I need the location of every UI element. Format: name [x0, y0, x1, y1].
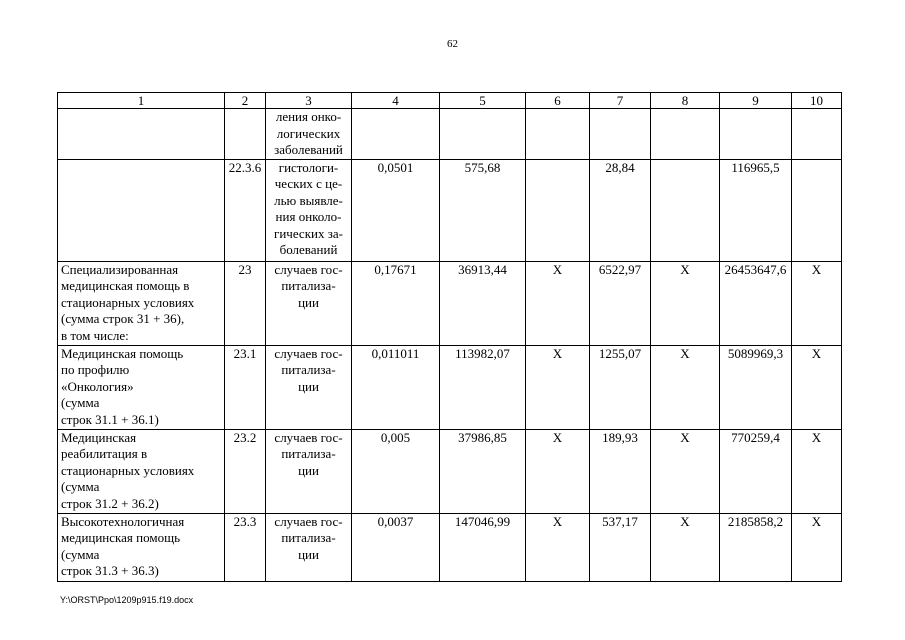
table-cell-col2: 23.1 [225, 345, 266, 429]
table-row [58, 261, 842, 345]
table-cell-col9: 2185858,2 [720, 513, 792, 581]
table-cell-col10: Х [792, 429, 842, 513]
table-cell-col7: 537,17 [590, 513, 651, 581]
table-cell-col10 [792, 109, 842, 160]
column-number-header: 2 [225, 93, 266, 109]
table-cell-col6: Х [526, 429, 590, 513]
column-number-header: 1 [58, 93, 225, 109]
table-cell-col2: 22.3.6 [225, 159, 266, 261]
table-cell-col2: 23.3 [225, 513, 266, 581]
table-cell-col6: Х [526, 513, 590, 581]
table-cell-col9 [720, 109, 792, 160]
column-number-header: 8 [651, 93, 720, 109]
column-number-header: 10 [792, 93, 842, 109]
table-cell-col1 [58, 159, 225, 261]
column-number-header-row [58, 93, 842, 109]
table-cell-col6 [526, 109, 590, 160]
table-cell-col4: 0,17671 [352, 261, 440, 345]
table-cell-col6 [526, 159, 590, 261]
table-cell-col10 [792, 159, 842, 261]
table-row [58, 159, 842, 261]
table-cell-col3: случаев гос- питализа- ции [266, 429, 352, 513]
table-cell-col7: 1255,07 [590, 345, 651, 429]
table-cell-col10: Х [792, 345, 842, 429]
column-number-header: 6 [526, 93, 590, 109]
column-number-header: 3 [266, 93, 352, 109]
table-cell-col4: 0,011011 [352, 345, 440, 429]
table-cell-col10: Х [792, 261, 842, 345]
table-cell-col1 [58, 109, 225, 160]
column-number-header: 9 [720, 93, 792, 109]
table-cell-col8 [651, 159, 720, 261]
table-cell-col7 [590, 109, 651, 160]
table-cell-col2: 23.2 [225, 429, 266, 513]
table-cell-col7: 6522,97 [590, 261, 651, 345]
table-row [58, 429, 842, 513]
column-number-header: 4 [352, 93, 440, 109]
table-cell-col5: 113982,07 [440, 345, 526, 429]
table-cell-col1: Специализированная медицинская помощь в стационарных условиях (сумма строк 31 + 36), в том числе: [58, 261, 225, 345]
table-cell-col1: Медицинская реабилитация в стационарных условиях (сумма строк 31.2 + 36.2) [58, 429, 225, 513]
table-cell-col9: 770259,4 [720, 429, 792, 513]
column-number-header: 7 [590, 93, 651, 109]
table-cell-col8: Х [651, 429, 720, 513]
table-cell-col4: 0,0501 [352, 159, 440, 261]
table-cell-col5 [440, 109, 526, 160]
table-row [58, 345, 842, 429]
table-cell-col1: Высокотехнологичная медицинская помощь (сумма строк 31.3 + 36.3) [58, 513, 225, 581]
table-cell-col3: случаев гос- питализа- ции [266, 513, 352, 581]
table-cell-col5: 575,68 [440, 159, 526, 261]
table-cell-col4 [352, 109, 440, 160]
table-cell-col7: 189,93 [590, 429, 651, 513]
page-number: 62 [447, 38, 458, 50]
table-cell-col8 [651, 109, 720, 160]
table-cell-col5: 36913,44 [440, 261, 526, 345]
table-cell-col9: 26453647,6 [720, 261, 792, 345]
table-cell-col2 [225, 109, 266, 160]
table-cell-col5: 37986,85 [440, 429, 526, 513]
table-cell-col8: Х [651, 513, 720, 581]
table-cell-col3: гистологи- ческих с це- лью выявле- ния онколо- гических за- болеваний [266, 159, 352, 261]
table-cell-col5: 147046,99 [440, 513, 526, 581]
table-cell-col3: случаев гос- питализа- ции [266, 261, 352, 345]
table-cell-col8: Х [651, 345, 720, 429]
table-cell-col9: 116965,5 [720, 159, 792, 261]
table-cell-col7: 28,84 [590, 159, 651, 261]
table-cell-col4: 0,005 [352, 429, 440, 513]
table-row [58, 513, 842, 581]
table-cell-col3: случаев гос- питализа- ции [266, 345, 352, 429]
file-path-footer: Y:\ORST\Ppo\1209p915.f19.docx [60, 595, 194, 605]
table-cell-col6: Х [526, 345, 590, 429]
column-number-header: 5 [440, 93, 526, 109]
table-cell-col1: Медицинская помощь по профилю «Онкология» (сумма строк 31.1 + 36.1) [58, 345, 225, 429]
document-table-wrapper [57, 92, 842, 582]
table-row [58, 109, 842, 160]
table-cell-col8: Х [651, 261, 720, 345]
table-cell-col9: 5089969,3 [720, 345, 792, 429]
table-body [58, 109, 842, 582]
data-table [57, 92, 842, 582]
table-cell-col2: 23 [225, 261, 266, 345]
table-cell-col10: Х [792, 513, 842, 581]
table-cell-col6: Х [526, 261, 590, 345]
table-cell-col4: 0,0037 [352, 513, 440, 581]
table-cell-col3: ления онко- логических заболеваний [266, 109, 352, 160]
